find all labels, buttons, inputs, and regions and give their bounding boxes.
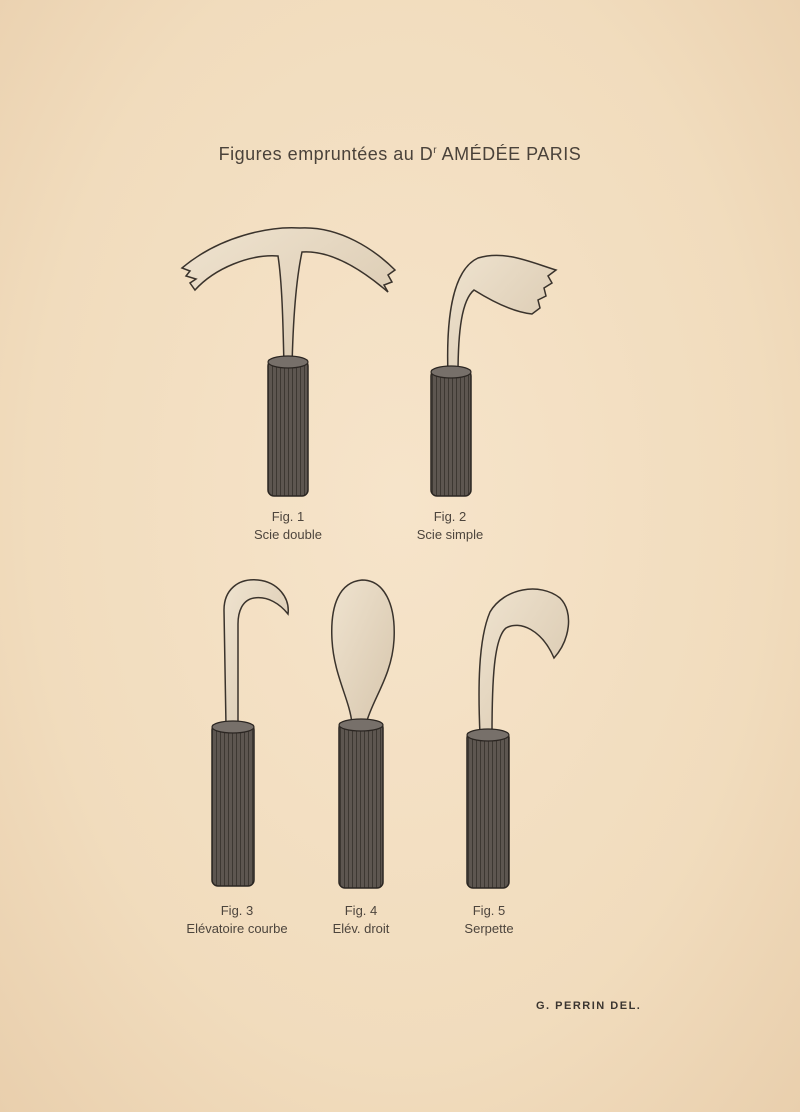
single-saw-drawing (431, 255, 556, 496)
figure-2-caption (400, 508, 500, 544)
straight-elevator-drawing (332, 580, 394, 888)
figure-label: Elévatoire courbe (186, 921, 288, 936)
figure-4-caption (316, 902, 406, 938)
figure-label: Serpette (464, 921, 514, 936)
figure-number: Fig. 2 (433, 509, 467, 524)
figure-number: Fig. 5 (472, 903, 506, 918)
curved-elevator-drawing (212, 580, 288, 886)
figure-label: Elév. droit (332, 921, 390, 936)
serpette-drawing (467, 589, 569, 888)
figure-label: Scie double (254, 527, 322, 542)
figure-number: Fig. 4 (344, 903, 378, 918)
double-saw-drawing (182, 228, 395, 496)
figure-number: Fig. 1 (271, 509, 305, 524)
figure-label: Scie simple (416, 527, 484, 542)
plate-title: Figures empruntées au $D^r$ AMÉDÉE PARIS (218, 144, 582, 164)
figure-number: Fig. 3 (220, 903, 254, 918)
figure-1-caption (236, 508, 340, 544)
figure-5-caption (448, 902, 530, 938)
figure-3-caption (174, 902, 300, 938)
illustrator-credit: G. PERRIN DEL. (536, 1000, 642, 1012)
